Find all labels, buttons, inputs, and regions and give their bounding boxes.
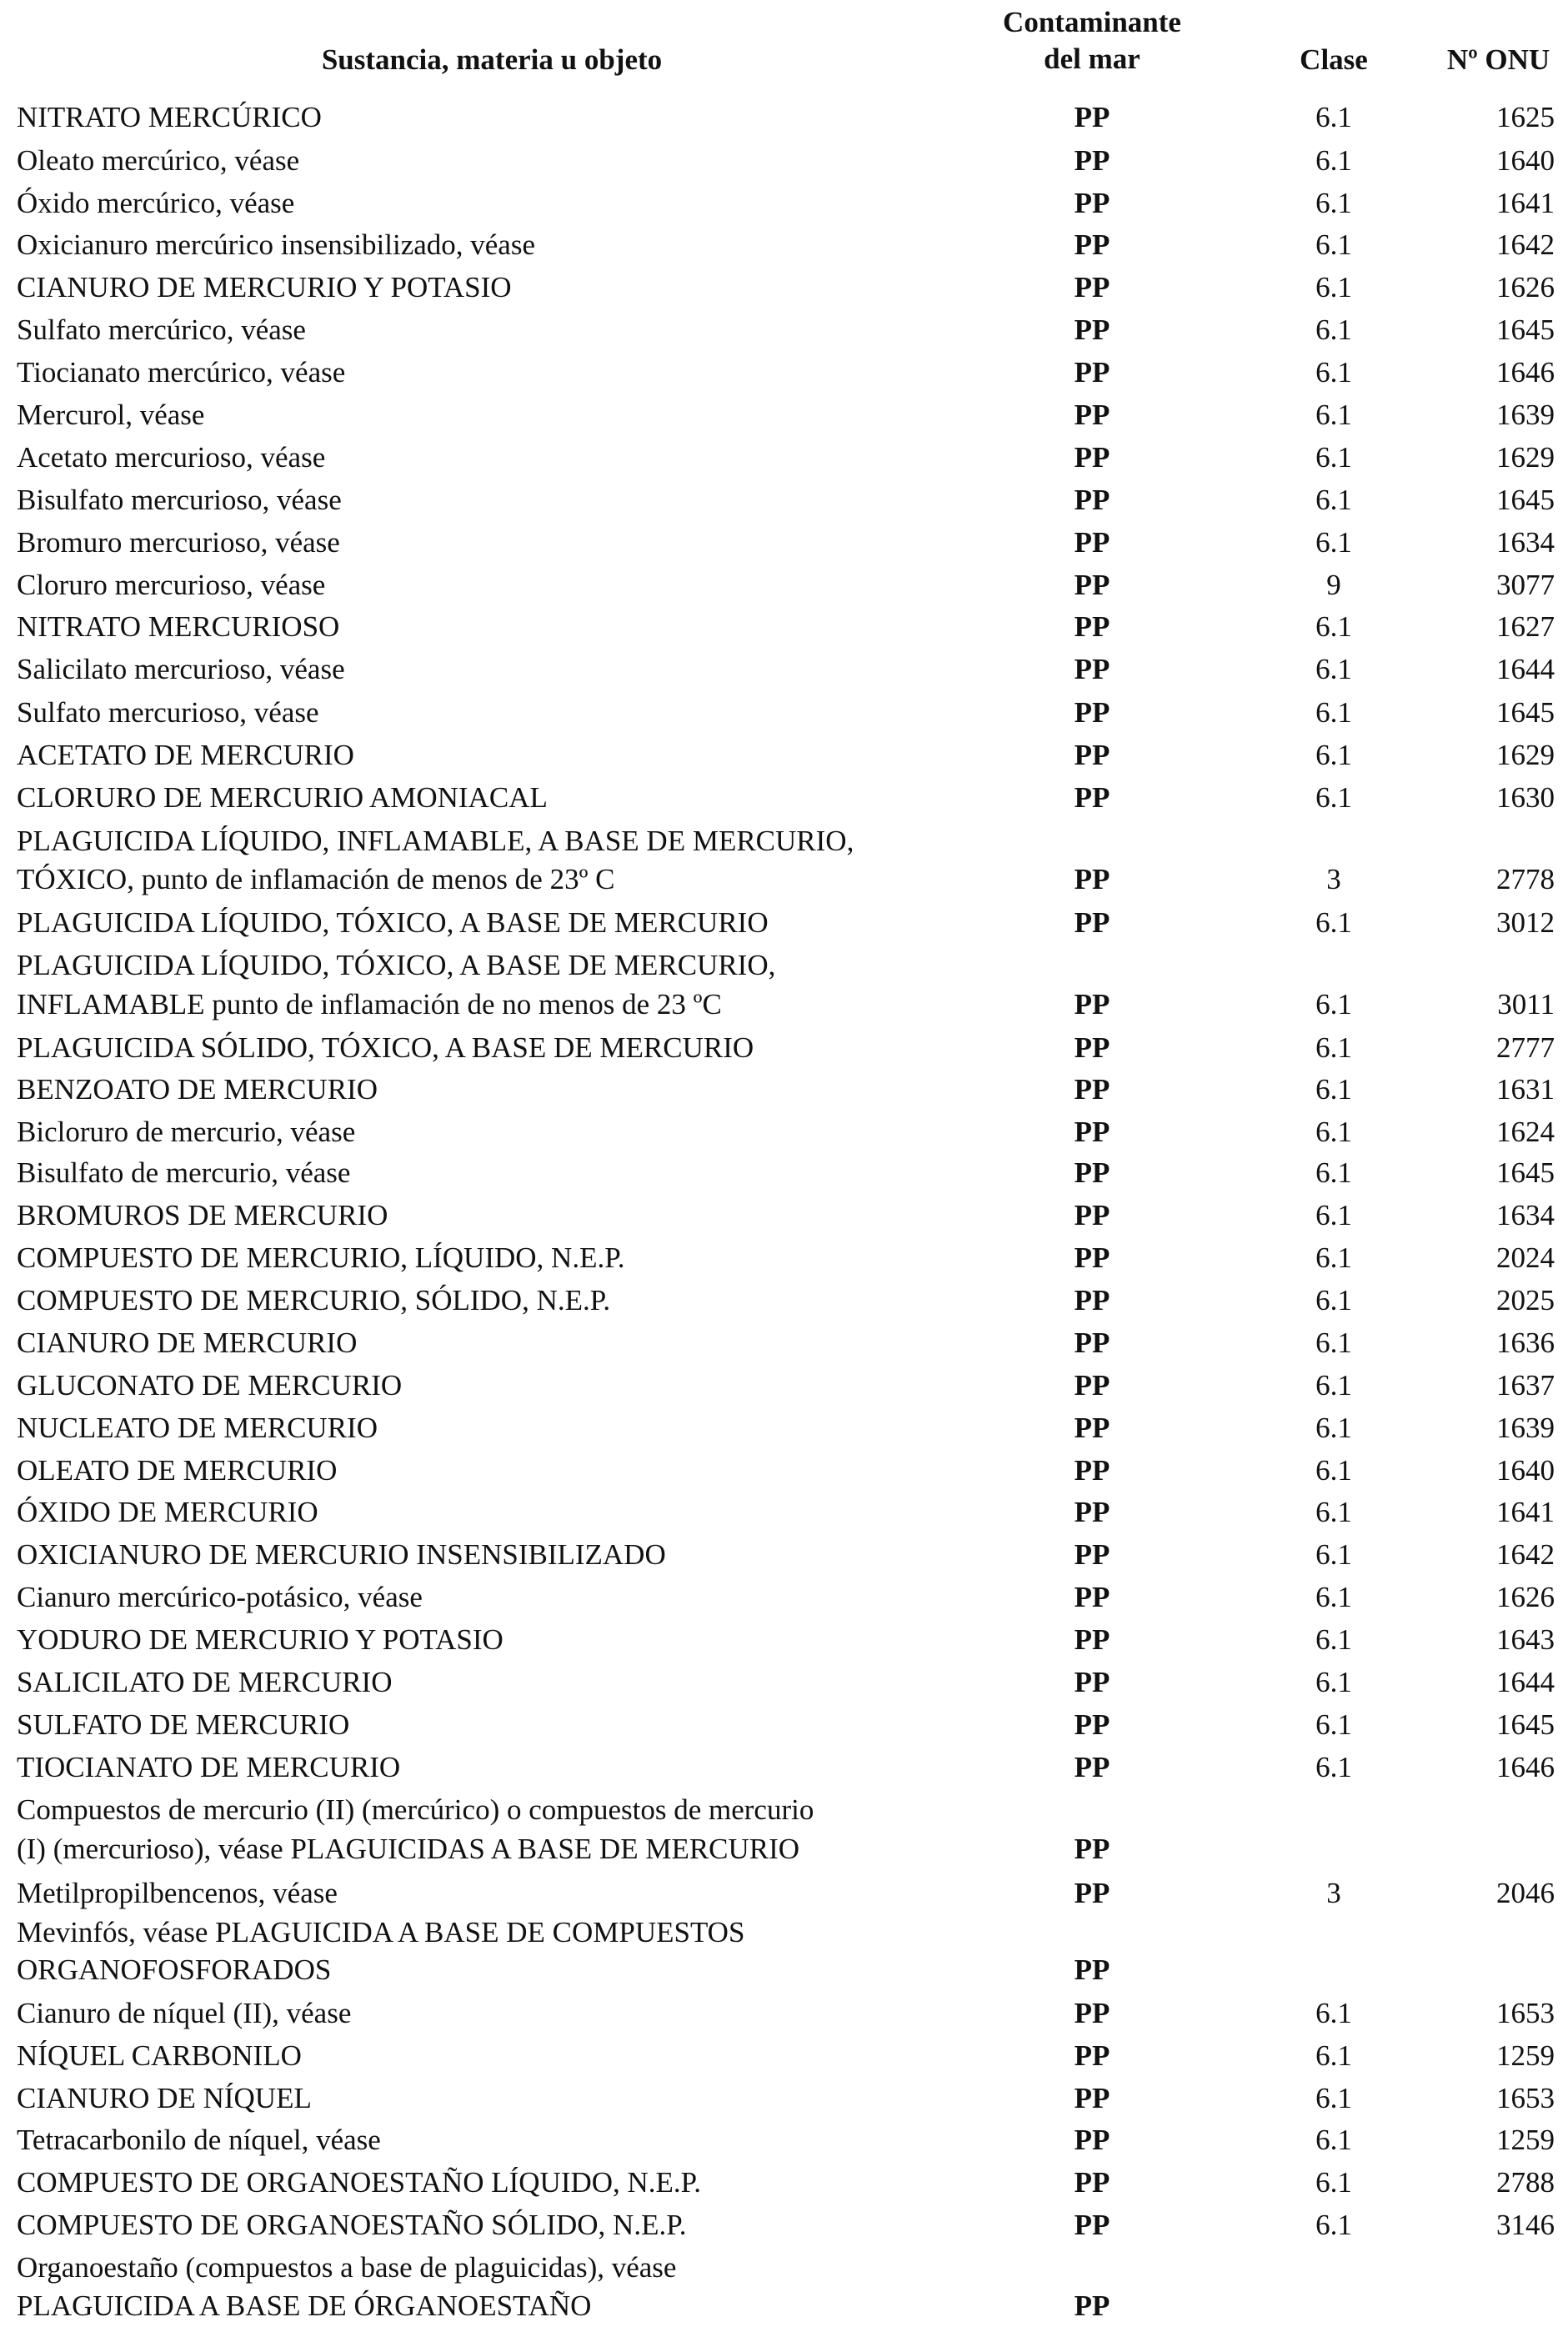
un-number-value: 1645: [1496, 696, 1555, 729]
substance-name: BROMUROS DE MERCURIO: [17, 1199, 388, 1231]
substance-name: ÓXIDO DE MERCURIO: [17, 1496, 318, 1528]
un-number-value: 3146: [1496, 2209, 1555, 2241]
un-number-value: 2778: [1496, 863, 1555, 895]
un-number-value: 1645: [1496, 1156, 1555, 1189]
class-value: 6.1: [1315, 441, 1352, 474]
class-value: 6.1: [1315, 1241, 1352, 1274]
un-number-value: 1645: [1496, 1708, 1555, 1741]
substance-name: ORGANOFOSFORADOS: [17, 1953, 332, 1986]
substance-name: CLORURO DE MERCURIO AMONIACAL: [17, 781, 548, 814]
substance-name: PLAGUICIDA LÍQUIDO, INFLAMABLE, A BASE DE MERCURIO,: [17, 825, 854, 857]
substance-name: PLAGUICIDA LÍQUIDO, TÓXICO, A BASE DE MERCURIO,: [17, 949, 776, 981]
marine-pollutant-mark: PP: [1074, 356, 1110, 389]
class-value: 6.1: [1315, 1666, 1352, 1698]
substance-name: Oxicianuro mercúrico insensibilizado, véase: [17, 228, 536, 261]
header-marine-pollutant-line2: del mar: [1044, 43, 1140, 75]
marine-pollutant-mark: PP: [1074, 1241, 1110, 1274]
un-number-value: 1644: [1496, 1666, 1555, 1698]
class-value: 6.1: [1315, 1156, 1352, 1189]
marine-pollutant-mark: PP: [1074, 863, 1110, 895]
un-number-value: 1626: [1496, 271, 1555, 303]
header-marine-pollutant-line1: Contaminante: [1003, 6, 1181, 38]
substance-name: BENZOATO DE MERCURIO: [17, 1073, 378, 1106]
un-number-value: 2024: [1496, 1241, 1555, 1274]
class-value: 3: [1326, 863, 1341, 895]
marine-pollutant-mark: PP: [1074, 1156, 1110, 1189]
substance-name: Bromuro mercurioso, véase: [17, 526, 340, 559]
un-number-value: 2025: [1496, 1284, 1555, 1316]
un-number-value: 1644: [1496, 653, 1555, 685]
class-value: 6.1: [1315, 2166, 1352, 2199]
marine-pollutant-mark: PP: [1074, 1412, 1110, 1444]
un-number-value: 2788: [1496, 2166, 1555, 2199]
class-value: 6.1: [1315, 2039, 1352, 2072]
substance-name: PLAGUICIDA SÓLIDO, TÓXICO, A BASE DE MERCURIO: [17, 1031, 754, 1064]
header-substance: Sustancia, materia u objeto: [321, 43, 663, 76]
marine-pollutant-mark: PP: [1074, 1031, 1110, 1064]
substance-name: INFLAMABLE punto de inflamación de no menos de 23 ºC: [17, 988, 722, 1021]
substance-name: Cianuro mercúrico-potásico, véase: [17, 1581, 423, 1613]
un-number-value: 1645: [1496, 484, 1555, 516]
marine-pollutant-mark: PP: [1074, 2039, 1110, 2072]
class-value: 6.1: [1315, 1284, 1352, 1316]
un-number-value: 1639: [1496, 1412, 1555, 1444]
un-number-value: 1634: [1496, 526, 1555, 559]
class-value: 6.1: [1315, 696, 1352, 729]
un-number-value: 1259: [1496, 2039, 1555, 2072]
un-number-value: 1639: [1496, 399, 1555, 431]
marine-pollutant-mark: PP: [1074, 1369, 1110, 1402]
marine-pollutant-mark: PP: [1074, 739, 1110, 771]
un-number-value: 1625: [1496, 101, 1555, 133]
substance-name: COMPUESTO DE ORGANOESTAÑO SÓLIDO, N.E.P.: [17, 2209, 687, 2241]
class-value: 6.1: [1315, 484, 1352, 516]
substance-name: SULFATO DE MERCURIO: [17, 1708, 350, 1741]
substance-name: TIOCIANATO DE MERCURIO: [17, 1751, 401, 1783]
substance-name: ACETATO DE MERCURIO: [17, 739, 354, 771]
un-number-value: 1640: [1496, 1454, 1555, 1487]
class-value: 6.1: [1315, 1412, 1352, 1444]
substance-name: NITRATO MERCÚRICO: [17, 101, 322, 133]
marine-pollutant-mark: PP: [1074, 187, 1110, 219]
substance-name: YODURO DE MERCURIO Y POTASIO: [17, 1623, 503, 1656]
marine-pollutant-mark: PP: [1074, 1708, 1110, 1741]
class-value: 6.1: [1315, 653, 1352, 685]
substance-name: Bisulfato de mercurio, véase: [17, 1156, 351, 1189]
marine-pollutant-mark: PP: [1074, 1284, 1110, 1316]
marine-pollutant-mark: PP: [1074, 271, 1110, 303]
class-value: 6.1: [1315, 1073, 1352, 1106]
class-value: 6.1: [1315, 988, 1352, 1021]
substance-name: COMPUESTO DE MERCURIO, LÍQUIDO, N.E.P.: [17, 1241, 625, 1274]
class-value: 6.1: [1315, 356, 1352, 389]
class-value: 6.1: [1315, 526, 1352, 559]
marine-pollutant-mark: PP: [1074, 1751, 1110, 1783]
substance-name: CIANURO DE NÍQUEL: [17, 2082, 312, 2114]
un-number-value: 1259: [1496, 2124, 1555, 2156]
substance-name: NUCLEATO DE MERCURIO: [17, 1412, 378, 1444]
class-value: 6.1: [1315, 271, 1352, 303]
class-value: 6.1: [1315, 2209, 1352, 2241]
class-value: 6.1: [1315, 1538, 1352, 1571]
class-value: 6.1: [1315, 187, 1352, 219]
class-value: 6.1: [1315, 906, 1352, 939]
substance-name: Óxido mercúrico, véase: [17, 187, 295, 219]
class-value: 6.1: [1315, 1708, 1352, 1741]
substance-name: Mevinfós, véase PLAGUICIDA A BASE DE COMPUESTOS: [17, 1916, 745, 1948]
header-class: Clase: [1300, 43, 1368, 76]
marine-pollutant-mark: PP: [1074, 1454, 1110, 1487]
substance-name: NÍQUEL CARBONILO: [17, 2039, 302, 2072]
class-value: 6.1: [1315, 2082, 1352, 2114]
substance-name: CIANURO DE MERCURIO: [17, 1326, 358, 1359]
marine-pollutant-mark: PP: [1074, 101, 1110, 133]
substance-name: COMPUESTO DE ORGANOESTAÑO LÍQUIDO, N.E.P.: [17, 2166, 702, 2199]
marine-pollutant-mark: PP: [1074, 696, 1110, 729]
un-number-value: 1641: [1496, 1496, 1555, 1528]
marine-pollutant-mark: PP: [1074, 1199, 1110, 1231]
substance-name: OXICIANURO DE MERCURIO INSENSIBILIZADO: [17, 1538, 666, 1571]
marine-pollutant-mark: PP: [1074, 1116, 1110, 1148]
substance-name: PLAGUICIDA A BASE DE ÓRGANOESTAÑO: [17, 2289, 592, 2322]
marine-pollutant-mark: PP: [1074, 2124, 1110, 2156]
marine-pollutant-mark: PP: [1074, 1997, 1110, 2029]
un-number-value: 1637: [1496, 1369, 1555, 1402]
un-number-value: 1645: [1496, 313, 1555, 346]
marine-pollutant-mark: PP: [1074, 1581, 1110, 1613]
class-value: 6.1: [1315, 2124, 1352, 2156]
substance-name: Organoestaño (compuestos a base de plaguicidas), véase: [17, 2251, 677, 2284]
marine-pollutant-mark: PP: [1074, 228, 1110, 261]
marine-pollutant-mark: PP: [1074, 484, 1110, 516]
un-number-value: 2777: [1496, 1031, 1555, 1064]
un-number-value: 1646: [1496, 1751, 1555, 1783]
marine-pollutant-mark: PP: [1074, 313, 1110, 346]
marine-pollutant-mark: PP: [1074, 2289, 1110, 2322]
substance-name: Acetato mercurioso, véase: [17, 441, 326, 474]
marine-pollutant-mark: PP: [1074, 781, 1110, 814]
substance-name: (I) (mercurioso), véase PLAGUICIDAS A BASE DE MERCURIO: [17, 1833, 800, 1865]
un-number-value: 2046: [1496, 1877, 1555, 1909]
substance-name: GLUCONATO DE MERCURIO: [17, 1369, 403, 1402]
class-value: 9: [1326, 569, 1341, 601]
substance-name: Tetracarbonilo de níquel, véase: [17, 2124, 381, 2156]
marine-pollutant-mark: PP: [1074, 1833, 1110, 1865]
marine-pollutant-mark: PP: [1074, 653, 1110, 685]
substance-name: TÓXICO, punto de inflamación de menos de 23º C: [17, 863, 615, 895]
class-value: 6.1: [1315, 739, 1352, 771]
class-value: 6.1: [1315, 1997, 1352, 2029]
un-number-value: 1642: [1496, 228, 1555, 261]
header-un-number: Nº ONU: [1446, 43, 1550, 76]
substance-name: Sulfato mercúrico, véase: [17, 313, 306, 346]
class-value: 6.1: [1315, 1454, 1352, 1487]
class-value: 6.1: [1315, 228, 1352, 261]
class-value: 3: [1326, 1877, 1341, 1909]
marine-pollutant-mark: PP: [1074, 1666, 1110, 1698]
substance-name: OLEATO DE MERCURIO: [17, 1454, 338, 1487]
class-value: 6.1: [1315, 1199, 1352, 1231]
substance-name: Bisulfato mercurioso, véase: [17, 484, 342, 516]
marine-pollutant-mark: PP: [1074, 1496, 1110, 1528]
class-value: 6.1: [1315, 313, 1352, 346]
substance-name: PLAGUICIDA LÍQUIDO, TÓXICO, A BASE DE MERCURIO: [17, 906, 769, 939]
marine-pollutant-mark: PP: [1074, 1538, 1110, 1571]
un-number-value: 3012: [1496, 906, 1555, 939]
class-value: 6.1: [1315, 1581, 1352, 1613]
substance-name: NITRATO MERCURIOSO: [17, 610, 340, 643]
class-value: 6.1: [1315, 144, 1352, 177]
marine-pollutant-mark: PP: [1074, 610, 1110, 643]
class-value: 6.1: [1315, 610, 1352, 643]
un-number-value: 1636: [1496, 1326, 1555, 1359]
substance-name: Cloruro mercurioso, véase: [17, 569, 326, 601]
un-number-value: 3077: [1496, 569, 1555, 601]
class-value: 6.1: [1315, 1496, 1352, 1528]
class-value: 6.1: [1315, 1031, 1352, 1064]
substance-name: COMPUESTO DE MERCURIO, SÓLIDO, N.E.P.: [17, 1284, 611, 1316]
un-number-value: 1626: [1496, 1581, 1555, 1613]
substance-name: Bicloruro de mercurio, véase: [17, 1116, 356, 1148]
class-value: 6.1: [1315, 1369, 1352, 1402]
marine-pollutant-mark: PP: [1074, 988, 1110, 1021]
class-value: 6.1: [1315, 1326, 1352, 1359]
substance-name: SALICILATO DE MERCURIO: [17, 1666, 393, 1698]
un-number-value: 3011: [1497, 988, 1555, 1021]
marine-pollutant-mark: PP: [1074, 2209, 1110, 2241]
marine-pollutant-mark: PP: [1074, 526, 1110, 559]
un-number-value: 1631: [1496, 1073, 1555, 1106]
substance-name: Mercurol, véase: [17, 399, 205, 431]
marine-pollutant-mark: PP: [1074, 1877, 1110, 1909]
class-value: 6.1: [1315, 1623, 1352, 1656]
un-number-value: 1653: [1496, 1997, 1555, 2029]
un-number-value: 1641: [1496, 187, 1555, 219]
class-value: 6.1: [1315, 399, 1352, 431]
substance-name: Tiocianato mercúrico, véase: [17, 356, 346, 389]
un-number-value: 1629: [1496, 441, 1555, 474]
un-number-value: 1640: [1496, 144, 1555, 177]
un-number-value: 1643: [1496, 1623, 1555, 1656]
marine-pollutant-mark: PP: [1074, 2166, 1110, 2199]
substance-name: Oleato mercúrico, véase: [17, 144, 300, 177]
un-number-value: 1642: [1496, 1538, 1555, 1571]
marine-pollutant-mark: PP: [1074, 906, 1110, 939]
marine-pollutant-mark: PP: [1074, 1953, 1110, 1986]
class-value: 6.1: [1315, 1751, 1352, 1783]
un-number-value: 1629: [1496, 739, 1555, 771]
marine-pollutant-mark: PP: [1074, 144, 1110, 177]
un-number-value: 1624: [1496, 1116, 1555, 1148]
marine-pollutant-mark: PP: [1074, 1326, 1110, 1359]
class-value: 6.1: [1315, 781, 1352, 814]
substance-name: Sulfato mercurioso, véase: [17, 696, 319, 729]
marine-pollutant-mark: PP: [1074, 441, 1110, 474]
un-number-value: 1627: [1496, 610, 1555, 643]
un-number-value: 1646: [1496, 356, 1555, 389]
marine-pollutant-mark: PP: [1074, 2082, 1110, 2114]
substance-name: Compuestos de mercurio (II) (mercúrico) o compuestos de mercurio: [17, 1793, 814, 1826]
substance-name: CIANURO DE MERCURIO Y POTASIO: [17, 271, 512, 303]
substance-name: Salicilato mercurioso, véase: [17, 653, 345, 685]
substance-name: Cianuro de níquel (II), véase: [17, 1997, 352, 2029]
marine-pollutant-mark: PP: [1074, 399, 1110, 431]
marine-pollutant-mark: PP: [1074, 569, 1110, 601]
marine-pollutant-mark: PP: [1074, 1073, 1110, 1106]
substance-name: Metilpropilbencenos, véase: [17, 1877, 338, 1909]
class-value: 6.1: [1315, 101, 1352, 133]
marine-pollutant-mark: PP: [1074, 1623, 1110, 1656]
un-number-value: 1634: [1496, 1199, 1555, 1231]
class-value: 6.1: [1315, 1116, 1352, 1148]
un-number-value: 1653: [1496, 2082, 1555, 2114]
un-number-value: 1630: [1496, 781, 1555, 814]
